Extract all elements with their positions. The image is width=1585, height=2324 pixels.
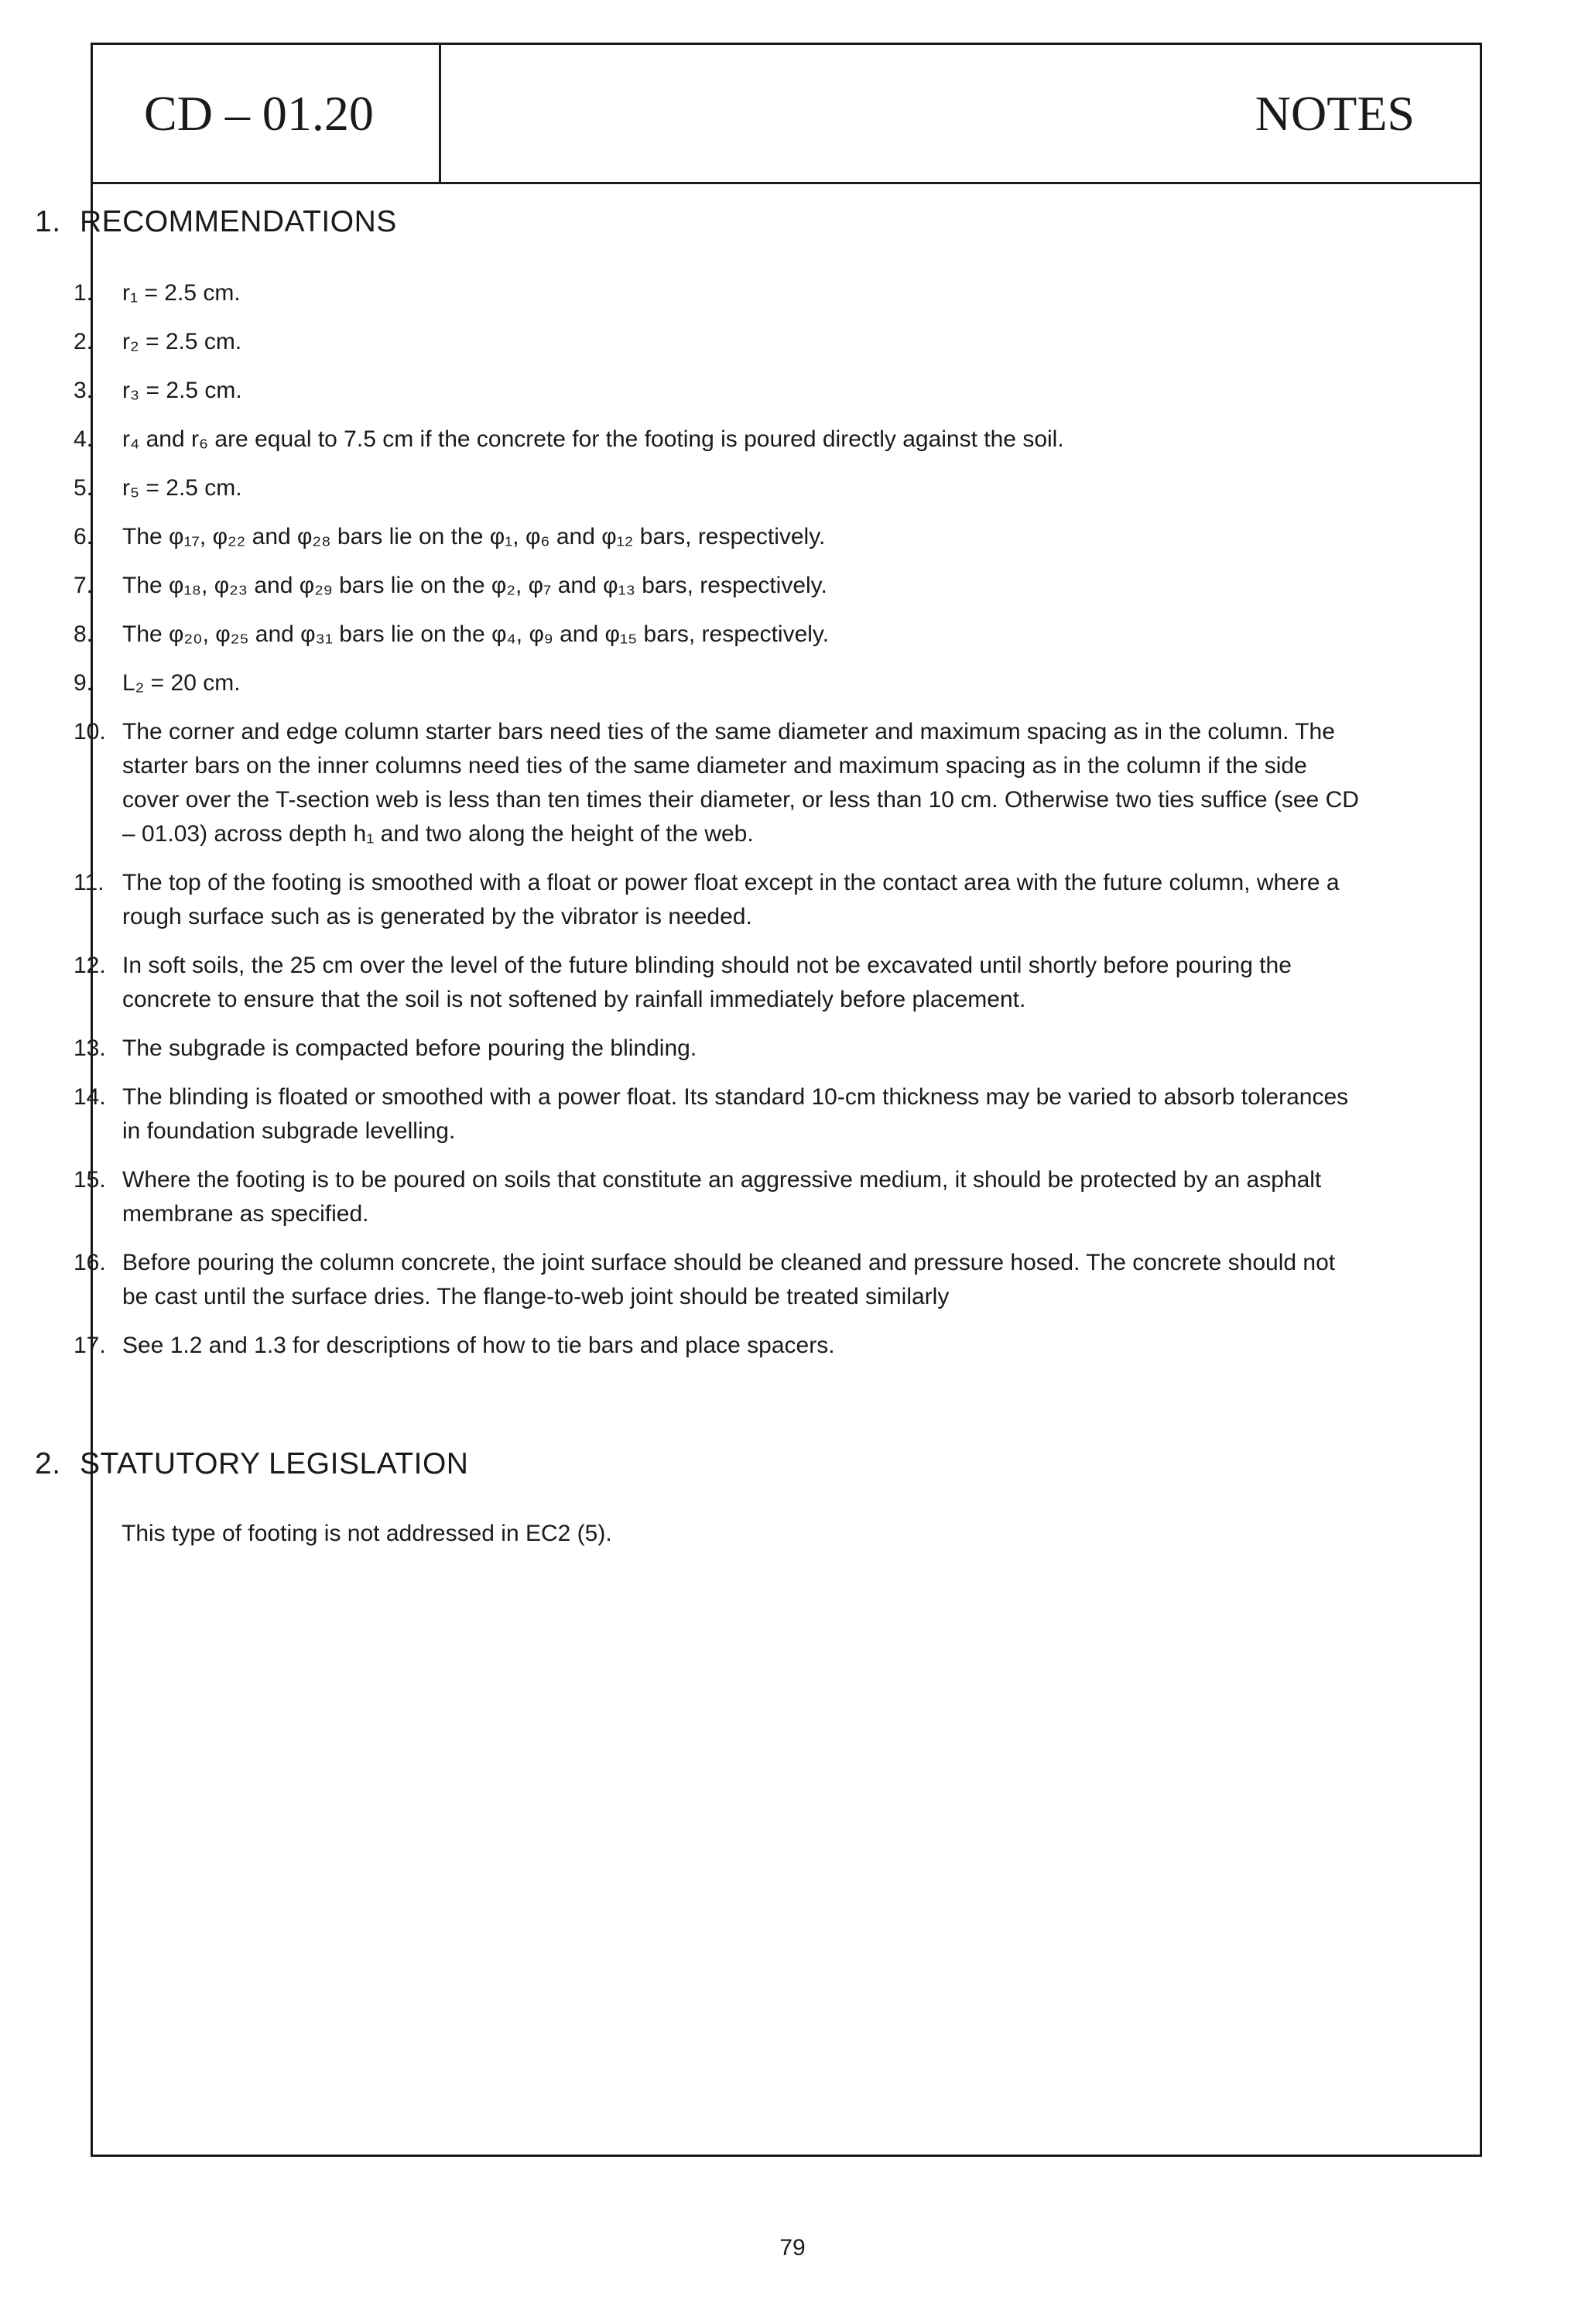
list-item-number: 13. bbox=[74, 1035, 106, 1061]
list-item-text: The subgrade is compacted before pouring the blinding. bbox=[122, 1035, 697, 1061]
list-item bbox=[74, 471, 1362, 505]
list-item-number: 10. bbox=[74, 719, 106, 744]
list-item-number: 17. bbox=[74, 1333, 106, 1358]
list-item-number: 9. bbox=[74, 670, 94, 696]
page-header bbox=[93, 45, 1480, 184]
list-item bbox=[74, 1032, 1362, 1066]
list-item-text: The corner and edge column starter bars need ties of the same diameter and maximum spacing as in the column. The starter bars on the inner columns need ties of the same diameter and maximum spacing as in the column if the side cover over the T-section web is less than ten times their diameter, or less than 10 cm. Otherwise two ties suffice (see CD – 01.03) across depth h₁ and two along the height of the web. bbox=[122, 719, 1359, 847]
list-item bbox=[74, 423, 1362, 457]
list-item bbox=[74, 666, 1362, 700]
list-item-text: In soft soils, the 25 cm over the level of the future blinding should not be excavated until shortly before pouring the concrete to ensure that the soil is not softened by rainfall immediately before placement. bbox=[122, 953, 1292, 1012]
list-item bbox=[74, 1080, 1362, 1148]
page-number: 79 bbox=[779, 2235, 806, 2261]
list-item-text: Where the footing is to be poured on soils that constitute an aggressive medium, it should be protected by an asphalt membrane as specified. bbox=[122, 1167, 1322, 1227]
list-item-number: 5. bbox=[74, 475, 94, 501]
list-item bbox=[74, 1163, 1362, 1231]
list-item-text: The φ₂₀, φ₂₅ and φ₃₁ bars lie on the φ₄, φ₉ and φ₁₅ bars, respectively. bbox=[122, 621, 830, 647]
section-2-number: 2. bbox=[35, 1447, 61, 1480]
list-item-number: 1. bbox=[74, 280, 94, 306]
list-item bbox=[74, 1246, 1362, 1314]
list-item-text: The top of the footing is smoothed with a float or power float except in the contact area with the future column, where a rough surface such as is generated by the vibrator is needed. bbox=[122, 870, 1340, 929]
list-item-text: L₂ = 20 cm. bbox=[122, 670, 241, 696]
list-item-number: 15. bbox=[74, 1167, 106, 1193]
list-item-text: r₂ = 2.5 cm. bbox=[122, 329, 242, 354]
list-item bbox=[74, 866, 1362, 934]
list-item-number: 14. bbox=[74, 1084, 106, 1110]
list-item bbox=[74, 325, 1362, 359]
list-item-text: r₁ = 2.5 cm. bbox=[122, 280, 241, 306]
list-item-number: 8. bbox=[74, 621, 94, 647]
section-1-heading bbox=[35, 205, 397, 239]
list-item-text: r₃ = 2.5 cm. bbox=[122, 378, 242, 403]
list-item bbox=[74, 618, 1362, 652]
section-2-title: STATUTORY LEGISLATION bbox=[80, 1447, 469, 1480]
list-item bbox=[74, 949, 1362, 1017]
section-1-number: 1. bbox=[35, 205, 61, 238]
page-title: NOTES bbox=[1255, 85, 1415, 141]
list-item-text: The φ₁₇, φ₂₂ and φ₂₈ bars lie on the φ₁, φ₆ and φ₁₂ bars, respectively. bbox=[122, 524, 826, 549]
list-item-number: 4. bbox=[74, 426, 94, 452]
list-item bbox=[74, 569, 1362, 603]
list-item-number: 16. bbox=[74, 1250, 106, 1275]
list-item-number: 7. bbox=[74, 573, 94, 598]
list-item-text: Before pouring the column concrete, the joint surface should be cleaned and pressure hosed. The concrete should not be cast until the surface dries. The flange-to-web joint should be treated similarly bbox=[122, 1250, 1336, 1309]
list-item-text: The blinding is floated or smoothed with a power float. Its standard 10-cm thickness may be varied to absorb tolerances in foundation subgrade levelling. bbox=[122, 1084, 1349, 1144]
list-item-text: The φ₁₈, φ₂₃ and φ₂₉ bars lie on the φ₂, φ₇ and φ₁₃ bars, respectively. bbox=[122, 573, 827, 598]
list-item-number: 12. bbox=[74, 953, 106, 978]
section-2-text: This type of footing is not addressed in EC2 (5). bbox=[122, 1521, 612, 1546]
list-item-text: See 1.2 and 1.3 for descriptions of how to tie bars and place spacers. bbox=[122, 1333, 835, 1358]
document-code: CD – 01.20 bbox=[93, 45, 441, 182]
list-item-number: 3. bbox=[74, 378, 94, 403]
list-item bbox=[74, 276, 1362, 310]
list-item bbox=[74, 715, 1362, 851]
list-item-number: 6. bbox=[74, 524, 94, 549]
section-2-heading bbox=[35, 1447, 468, 1481]
section-1-title: RECOMMENDATIONS bbox=[80, 205, 397, 238]
recommendations-list bbox=[74, 276, 1362, 1378]
list-item-text: r₅ = 2.5 cm. bbox=[122, 475, 242, 501]
list-item bbox=[74, 1329, 1362, 1363]
list-item bbox=[74, 374, 1362, 408]
list-item-number: 2. bbox=[74, 329, 94, 354]
list-item-number: 11. bbox=[74, 870, 104, 895]
list-item bbox=[74, 520, 1362, 554]
list-item-text: r₄ and r₆ are equal to 7.5 cm if the concrete for the footing is poured directly against the soil. bbox=[122, 426, 1064, 452]
